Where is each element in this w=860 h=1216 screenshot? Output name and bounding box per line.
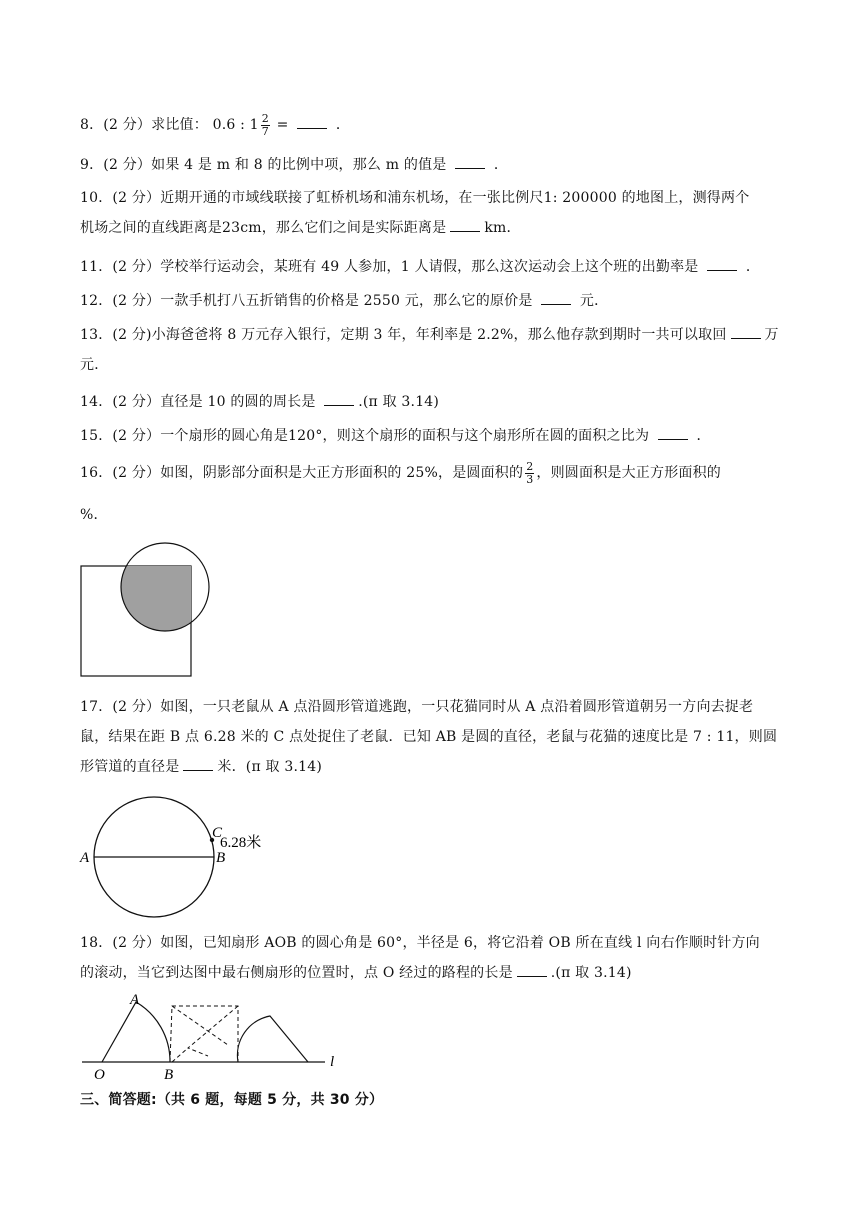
q18-line1: 18．(2 分）如图，已知扇形 AOB 的圆心角是 60°，半径是 6，将它沿着 OB 所在直线 l 向右作顺时针方向	[80, 935, 760, 951]
q8-eq: =	[276, 117, 289, 133]
sector-final	[237, 1016, 308, 1062]
sector-aob	[102, 1002, 170, 1062]
answer-blank[interactable]	[517, 976, 547, 977]
section-heading: 三、简答题:（共 6 题，每题 5 分，共 30 分）	[80, 1092, 384, 1108]
label-b: B	[216, 850, 226, 866]
q16-text: 16．(2 分）如图，阴影部分面积是大正方形面积的 25%，是圆面积的	[80, 465, 524, 481]
q12-text: 12．(2 分）一款手机打八五折销售的价格是 2550 元，那么它的原价是	[80, 293, 533, 309]
q9-text: 9．(2 分）如果 4 是 m 和 8 的比例中项，那么 m 的值是	[80, 157, 447, 173]
answer-blank[interactable]	[658, 439, 688, 440]
circle-pipe-figure	[76, 790, 276, 920]
q17-line2: 鼠，结果在距 B 点 6.28 米的 C 点处捉住了老鼠．已知 AB 是圆的直径，老鼠与花猫的速度比是 7 : 11，则圆	[80, 729, 778, 745]
q10-line2-suffix: km．	[484, 220, 521, 236]
question-14	[80, 387, 780, 417]
rolling-sector-figure	[80, 990, 350, 1082]
question-17	[80, 692, 780, 782]
q14-suffix: .(π 取 3.14)	[358, 394, 440, 410]
q17-text: 形管道的直径是	[80, 759, 180, 775]
q16-text-cont: ，则圆面积是大正方形面积的	[536, 465, 722, 481]
question-8	[80, 110, 780, 140]
q10-line2-text: 机场之间的直线距离是23cm，那么它们之间是实际距离是	[80, 220, 447, 236]
question-9	[80, 150, 780, 180]
frac-den: 7	[261, 124, 269, 138]
frac-num: 2	[526, 459, 534, 473]
answer-blank[interactable]	[297, 128, 327, 129]
question-18	[80, 928, 780, 988]
frac-den: 3	[526, 472, 534, 486]
q13-line1	[80, 320, 780, 350]
q13-text: 13．(2 分)小海爸爸将 8 万元存入银行，定期 3 年，年利率是 2.2%，那么他存款到期时一共可以取回	[80, 327, 727, 343]
frac-num: 2	[261, 111, 269, 125]
q17-line1: 17．(2 分）如图，一只老鼠从 A 点沿圆形管道逃跑，一只花猫同时从 A 点沿着圆形管道朝另一方向去捉老	[80, 699, 754, 715]
q10-line2	[80, 213, 780, 243]
answer-blank[interactable]	[455, 168, 485, 169]
q16-line2: %．	[80, 507, 108, 523]
q15-suffix: ．	[696, 428, 711, 444]
label-c: C	[212, 825, 223, 841]
q17-line3	[80, 752, 780, 782]
question-10	[80, 183, 780, 243]
q8-suffix: ．	[335, 117, 351, 133]
q11-text: 11．(2 分）学校举行运动会，某班有 49 人参加，1 人请假，那么这次运动会上这个班的出勤率是	[80, 259, 699, 275]
q16-line1	[80, 458, 780, 488]
q8-fraction	[261, 113, 270, 138]
q13-line2: 元．	[80, 357, 109, 373]
q8-expr: 0.6 : 1	[212, 117, 259, 133]
q8-text: 8．(2 分）求比值：	[80, 117, 208, 133]
q9-suffix: ．	[493, 157, 509, 173]
q11-suffix: ．	[745, 259, 761, 275]
label-a: A	[130, 992, 140, 1008]
q13-unit: 万	[764, 327, 779, 343]
label-distance: 6.28米	[220, 835, 262, 851]
question-15	[80, 421, 780, 451]
question-13	[80, 320, 780, 380]
question-12	[80, 286, 780, 316]
answer-blank[interactable]	[731, 338, 761, 339]
dashed-sector-2	[172, 1006, 238, 1062]
q18-text: 的滚动，当它到达图中最右侧扇形的位置时，点 O 经过的路程的长是	[80, 965, 513, 981]
q18-suffix: .(π 取 3.14)	[550, 965, 632, 981]
q18-line2	[80, 958, 780, 988]
q15-text: 15．(2 分）一个扇形的圆心角是120°，则这个扇形的面积与这个扇形所在圆的面积之比为	[80, 428, 650, 444]
answer-blank[interactable]	[183, 770, 213, 771]
question-11	[80, 252, 780, 282]
q16-fraction	[525, 461, 534, 486]
label-l: l	[330, 1054, 335, 1070]
answer-blank[interactable]	[324, 405, 354, 406]
q12-suffix: 元．	[579, 293, 609, 309]
label-a: A	[80, 850, 90, 866]
q14-text: 14．(2 分）直径是 10 的圆的周长是	[80, 394, 316, 410]
q10-line1: 10．(2 分）近期开通的市域线联接了虹桥机场和浦东机场，在一张比例尺1: 200000 的地图上，测得两个	[80, 190, 750, 206]
answer-blank[interactable]	[707, 270, 737, 271]
square-circle-figure	[78, 538, 218, 678]
label-b: B	[164, 1067, 174, 1082]
q17-suffix: 米．(π 取 3.14)	[217, 759, 323, 775]
question-16	[80, 458, 780, 530]
label-o: O	[94, 1067, 105, 1082]
answer-blank[interactable]	[541, 304, 571, 305]
answer-blank[interactable]	[450, 231, 480, 232]
